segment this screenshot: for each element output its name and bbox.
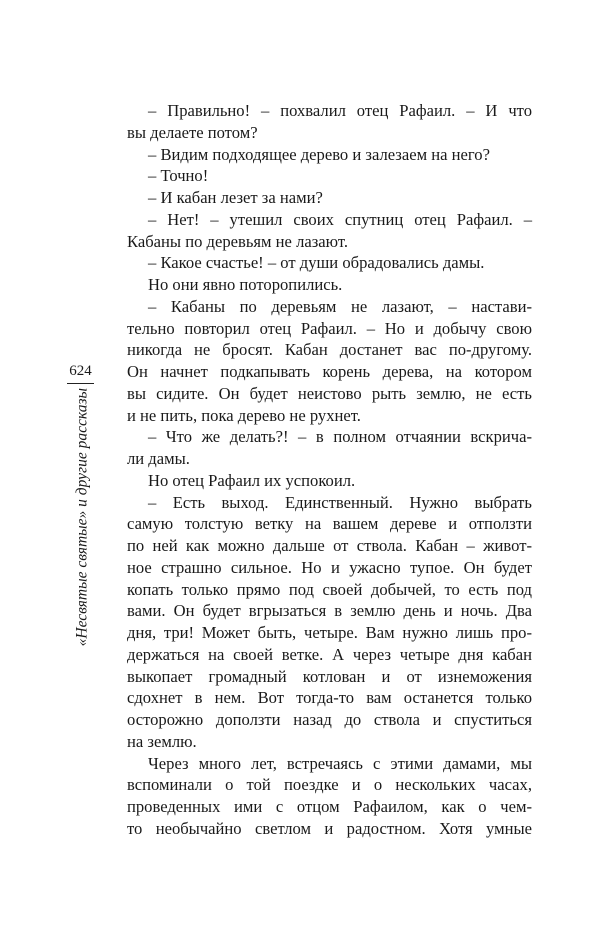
text-line: вспоминали о той поездке и о нескольких часах,: [127, 775, 532, 795]
text-line: Кабаны по деревьям не лазают.: [127, 231, 348, 251]
text-line: – Точно!: [148, 166, 209, 186]
text-line: тельно повторил отец Рафаил. – Но и добычу свою: [127, 318, 532, 338]
text-line: – Что же делать?! – в полном отчаянии вскрича-: [148, 427, 532, 447]
page-number-rule: [67, 383, 94, 384]
text-line: Через много лет, встречаясь с этими дамами, мы: [148, 753, 532, 773]
text-line: дня, три! Может быть, четыре. Вам нужно лишь про-: [127, 623, 532, 642]
text-line: – Видим подходящее дерево и залезаем на него?: [148, 144, 490, 164]
text-line: Он начнет подкапывать корень дерева, на котором: [127, 362, 532, 381]
text-line: самую толстую ветку на вашем дереве и отползти: [127, 514, 532, 534]
text-line: и не пить, пока дерево не рухнет.: [127, 405, 361, 425]
text-line: Но они явно поторопились.: [148, 275, 343, 294]
body-text: [127, 100, 532, 840]
text-line: ное страшно сильное. Но и ужасно тупое. Он будет: [127, 557, 532, 577]
text-line: – Кабаны по деревьям не лазают, – настави-: [148, 296, 532, 316]
text-line: по ней как можно дальше от ствола. Кабан – живот-: [127, 536, 532, 555]
text-line: – Какое счастье! – от души обрадовались дамы.: [148, 253, 485, 273]
text-line: то необычайно светлом и радостном. Хотя умные: [127, 818, 532, 838]
text-line: вы делаете потом?: [127, 122, 258, 142]
running-title-text: «Несвятые святые» и другие рассказы: [73, 388, 90, 647]
text-line: на землю.: [127, 731, 197, 751]
text-line: вами. Он будет вгрызаться в землю день и ночь. Два: [127, 601, 532, 621]
text-line: ли дамы.: [127, 449, 190, 468]
text-line: сдохнет в нем. Вот тогда-то вам останется только: [127, 688, 532, 708]
text-line: проведенных ими с отцом Рафаилом, как о чем-: [127, 797, 532, 816]
text-line: выкопает громадный котлован и от изнеможения: [127, 666, 532, 686]
text-line: никогда не бросят. Кабан достанет вас по-другому.: [127, 340, 532, 360]
text-line: – Есть выход. Единственный. Нужно выбрать: [148, 492, 532, 512]
text-line: – Нет! – утешил своих спутниц отец Рафаил. –: [148, 209, 532, 229]
text-line: – И кабан лезет за нами?: [148, 188, 323, 207]
text-line: копать только прямо под своей добычей, то есть под: [127, 579, 532, 599]
text-line: держаться на своей ветке. А через четыре дня кабан: [127, 644, 532, 664]
text-line: вы сидите. Он будет неистово рыть землю, не есть: [127, 383, 532, 403]
text-line: Но отец Рафаил их успокоил.: [148, 470, 356, 490]
text-line: – Правильно! – похвалил отец Рафаил. – И что: [148, 101, 532, 120]
text-line: осторожно доползти назад до ствола и спуститься: [127, 710, 532, 729]
page-number: 624: [69, 363, 92, 379]
